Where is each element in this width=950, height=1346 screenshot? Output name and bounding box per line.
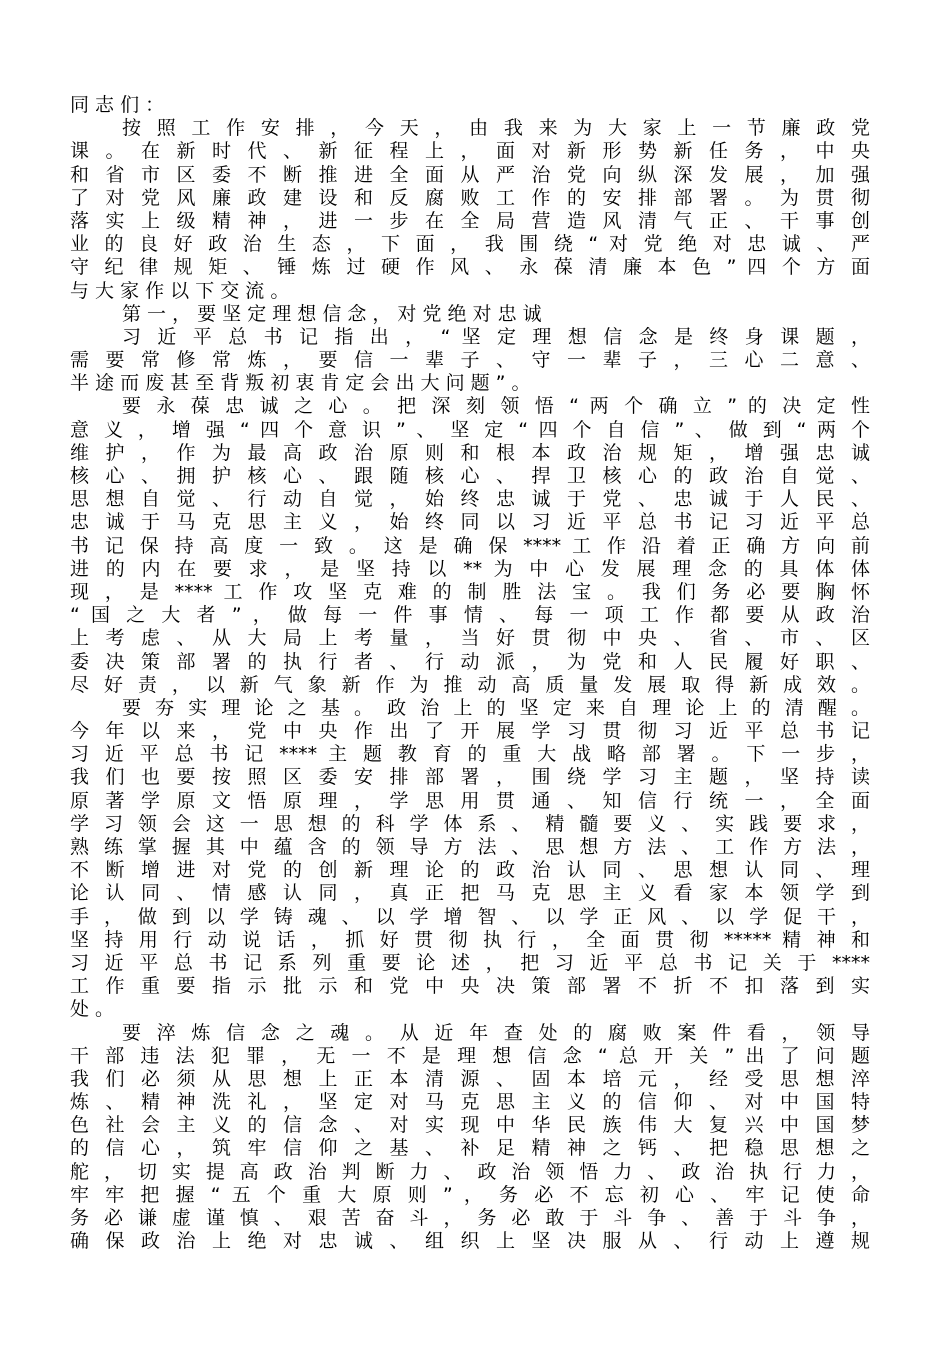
text-line: 我 们 也 要 按 照 区 委 安 排 部 署 ， 围 绕 学 习 主 题 ， 坚 持 读: [70, 766, 870, 789]
text-line: 习 近 平 总 书 记 系 列 重 要 论 述 ， 把 习 近 平 总 书 记 关 于 ****: [70, 951, 870, 974]
text-line: 课 。 在 新 时 代 、 新 征 程 上 ， 面 对 新 形 势 新 任 务 ， 中 央: [70, 140, 870, 163]
text-line: 要 夯 实 理 论 之 基 。 政 治 上 的 坚 定 来 自 理 论 上 的 清 醒 。: [122, 696, 870, 719]
text-line: 原 著 学 原 文 悟 原 理 ， 学 思 用 贯 通 、 知 信 行 统 一 ， 全 面: [70, 789, 870, 812]
text-line: 学 习 领 会 这 一 思 想 的 科 学 体 系 、 精 髓 要 义 、 实 践 要 求 ，: [70, 812, 870, 835]
text-line: 委 决 策 部 署 的 执 行 者 、 行 动 派 ， 为 党 和 人 民 履 好 职 、: [70, 650, 870, 673]
text-line: 现 ， 是 **** 工 作 攻 坚 克 难 的 制 胜 法 宝 。 我 们 务 必 要 胸 怀: [70, 580, 870, 603]
text-line: 舵 ， 切 实 提 高 政 治 判 断 力 、 政 治 领 悟 力 、 政 治 执 行 力 ，: [70, 1160, 870, 1183]
text-line: 了 对 党 风 廉 政 建 设 和 反 腐 败 工 作 的 安 排 部 署 。 为 贯 彻: [70, 186, 870, 209]
text-line: 坚 持 用 行 动 说 话 ， 抓 好 贯 彻 执 行 ， 全 面 贯 彻 ***** 精 神 和: [70, 928, 870, 951]
text-line: 色 社 会 主 义 的 信 念 、 对 实 现 中 华 民 族 伟 大 复 兴 中 国 梦: [70, 1114, 870, 1137]
text-line: 习 近 平 总 书 记 指 出 ， “ 坚 定 理 想 信 念 是 终 身 课 题 ，: [122, 325, 870, 348]
text-line: “ 国 之 大 者 ” ， 做 每 一 件 事 情 、 每 一 项 工 作 都 要 从 政 治: [70, 604, 870, 627]
text-line: 熟 练 掌 握 其 中 蕴 含 的 领 导 方 法 、 思 想 方 法 、 工 作 方 法 ，: [70, 836, 870, 858]
text-line: 工 作 重 要 指 示 批 示 和 党 中 央 决 策 部 署 不 折 不 扣 落 到 实: [70, 975, 870, 998]
text-line: 核 心 、 拥 护 核 心 、 跟 随 核 心 、 捍 卫 核 心 的 政 治 自 觉 、: [70, 465, 870, 487]
text-line: 上 考 虑 、 从 大 局 上 考 量 ， 当 好 贯 彻 中 央 、 省 、 市 、 区: [70, 627, 870, 650]
text-line: 习 近 平 总 书 记 **** 主 题 教 育 的 重 大 战 略 部 署 。 下 一 步 ，: [70, 743, 870, 766]
text-line: 同 志 们 ：: [70, 94, 165, 116]
text-line: 维 护 ， 作 为 最 高 政 治 原 则 和 根 本 政 治 规 矩 ， 增 强 忠 诚: [70, 441, 870, 464]
text-line: 按 照 工 作 安 排 ， 今 天 ， 由 我 来 为 大 家 上 一 节 廉 政 党: [122, 117, 870, 140]
text-line: 落 实 上 级 精 神 ， 进 一 步 在 全 局 营 造 风 清 气 正 、 干 事 创: [70, 209, 870, 232]
text-line: 书 记 保 持 高 度 一 致 。 这 是 确 保 **** 工 作 沿 着 正 确 方 向 前: [70, 534, 870, 557]
text-line: 的 信 心 ， 筑 牢 信 仰 之 基 、 补 足 精 神 之 钙 、 把 稳 思 想 之: [70, 1137, 870, 1160]
text-line: 手 ， 做 到 以 学 铸 魂 、 以 学 增 智 、 以 学 正 风 、 以 学 促 干 ，: [70, 905, 870, 928]
text-line: 思 想 自 觉 、 行 动 自 觉 ， 始 终 忠 诚 于 党 、 忠 诚 于 人 民 、: [70, 488, 870, 511]
text-line: 要 永 葆 忠 诚 之 心 。 把 深 刻 领 悟 “ 两 个 确 立 ” 的 决 定 性: [122, 395, 870, 418]
text-line: 处 。: [70, 998, 115, 1021]
text-line: 第 一 ， 要 坚 定 理 想 信 念 ， 对 党 绝 对 忠 诚: [122, 302, 542, 325]
text-line: 半 途 而 废 甚 至 背 叛 初 衷 肯 定 会 出 大 问 题 ” 。: [70, 372, 531, 395]
text-line: 尽 好 责 ， 以 新 气 象 新 作 为 推 动 高 质 量 发 展 取 得 新 成 效 。: [70, 673, 870, 696]
text-line: 要 淬 炼 信 念 之 魂 。 从 近 年 查 处 的 腐 败 案 件 看 ， 领 导: [122, 1021, 870, 1044]
text-line: 务 必 谦 虚 谨 慎 、 艰 苦 奋 斗 ， 务 必 敢 于 斗 争 、 善 于 斗 争 ，: [70, 1207, 870, 1229]
text-line: 与 大 家 作 以 下 交 流 。: [70, 279, 290, 302]
text-line: 和 省 市 区 委 不 断 推 进 全 面 从 严 治 党 向 纵 深 发 展 ， 加 强: [70, 163, 870, 186]
text-line: 牢 牢 把 握 “ 五 个 重 大 原 则 ” ， 务 必 不 忘 初 心 、 牢 记 使 命: [70, 1183, 870, 1206]
text-line: 我 们 必 须 从 思 想 上 正 本 清 源 、 固 本 培 元 ， 经 受 思 想 淬: [70, 1067, 870, 1090]
text-line: 守 纪 律 规 矩 、 锤 炼 过 硬 作 风 、 永 葆 清 廉 本 色 ” 四 个 方 面: [70, 256, 870, 279]
text-line: 干 部 违 法 犯 罪 ， 无 一 不 是 理 想 信 念 “ 总 开 关 ” 出 了 问 题: [70, 1044, 870, 1067]
text-line: 意 义 ， 增 强 “ 四 个 意 识 ” 、 坚 定 “ 四 个 自 信 ” 、 做 到 “ 两 个: [70, 418, 870, 441]
text-line: 需 要 常 修 常 炼 ， 要 信 一 辈 子 、 守 一 辈 子 ， 三 心 二 意 、: [70, 349, 870, 372]
document-body: [70, 94, 870, 1253]
text-line: 论 认 同 、 情 感 认 同 ， 真 正 把 马 克 思 主 义 看 家 本 领 学 到: [70, 882, 870, 905]
text-line: 进 的 内 在 要 求 ， 是 坚 持 以 ** 为 中 心 发 展 理 念 的 具 体 体: [70, 557, 870, 580]
text-line: 忠 诚 于 马 克 思 主 义 ， 始 终 同 以 习 近 平 总 书 记 习 近 平 总: [70, 511, 870, 534]
text-line: 确 保 政 治 上 绝 对 忠 诚 、 组 织 上 坚 决 服 从 、 行 动 上 遵 规: [70, 1230, 870, 1253]
text-line: 炼 、 精 神 洗 礼 ， 坚 定 对 马 克 思 主 义 的 信 仰 、 对 中 国 特: [70, 1091, 870, 1114]
text-line: 业 的 良 好 政 治 生 态 ， 下 面 ， 我 围 绕 “ 对 党 绝 对 忠 诚 、 严: [70, 233, 870, 256]
text-line: 今 年 以 来 ， 党 中 央 作 出 了 开 展 学 习 贯 彻 习 近 平 总 书 记: [70, 720, 870, 743]
text-line: 不 断 增 进 对 党 的 创 新 理 论 的 政 治 认 同 、 思 想 认 同 、 理: [70, 859, 870, 882]
